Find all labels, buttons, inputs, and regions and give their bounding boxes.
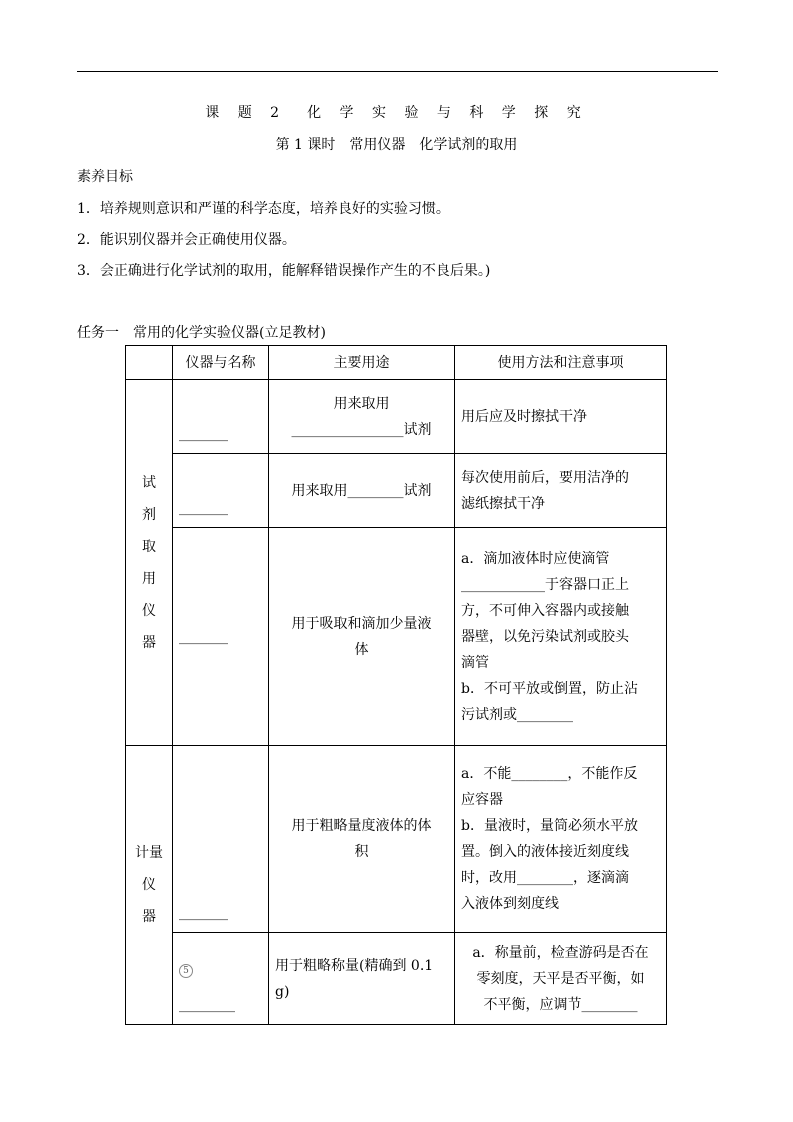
goal-item-3: 3．会正确进行化学试剂的取用，能解释错误操作产生的不良后果。) xyxy=(77,263,491,279)
table-row xyxy=(126,933,667,1025)
instrument-notes: 用后应及时擦拭干净 xyxy=(455,380,667,454)
instrument-name-blank: _______ xyxy=(173,454,269,528)
instrument-usage: 用来取用 ________________试剂 xyxy=(269,380,455,454)
table-row xyxy=(126,528,667,746)
instrument-notes: a．滴加液体时应使滴管 ____________于容器口正上 方，不可伸入容器内或接触 器壁，以免污染试剂或胶头 滴管 b．不可平放或倒置，防止沾 污试剂或________ xyxy=(455,528,667,746)
table-header-row xyxy=(126,346,667,380)
header-rule xyxy=(77,71,718,72)
header-cell-notes: 使用方法和注意事项 xyxy=(455,346,667,380)
instrument-name-blank: _______ xyxy=(173,528,269,746)
lesson-title: 课 题 2 化 学 实 验 与 科 学 探 究 xyxy=(205,105,588,121)
goal-item-1: 1．培养规则意识和严谨的科学态度，培养良好的实验习惯。 xyxy=(77,201,450,217)
task-heading: 任务一 常用的化学实验仪器(立足教材) xyxy=(77,325,326,341)
goal-item-2: 2．能识别仪器并会正确使用仪器。 xyxy=(77,232,296,248)
instrument-name-blank: 5 ________ xyxy=(173,933,269,1025)
header-cell-blank xyxy=(126,346,173,380)
table-row xyxy=(126,746,667,933)
instrument-usage: 用于粗略量度液体的体 积 xyxy=(269,746,455,933)
table-row xyxy=(126,454,667,528)
instrument-usage: 用来取用________试剂 xyxy=(269,454,455,528)
instrument-notes: 每次使用前后，要用洁净的 滤纸擦拭干净 xyxy=(455,454,667,528)
instrument-notes: a．称量前，检查游码是否在 零刻度，天平是否平衡，如 不平衡，应调节________ xyxy=(455,933,667,1025)
instrument-usage: 用于粗略称量(精确到 0.1 g) xyxy=(269,933,455,1025)
category-reagent-instruments: 试 剂 取 用 仪 器 xyxy=(126,380,173,746)
instrument-name-blank: _______ xyxy=(173,380,269,454)
header-cell-usage: 主要用途 xyxy=(269,346,455,380)
table-row xyxy=(126,380,667,454)
instrument-name-blank: _______ xyxy=(173,746,269,933)
instrument-usage: 用于吸取和滴加少量液 体 xyxy=(269,528,455,746)
item-number-marker: 5 xyxy=(179,964,193,978)
goals-heading: 素养目标 xyxy=(77,169,133,185)
instrument-notes: a．不能________，不能作反 应容器 b．量液时，量筒必须水平放 置。倒入的液体接近刻度线 时，改用________，逐滴滴 入液体到刻度线 xyxy=(455,746,667,933)
instrument-table xyxy=(125,345,667,1025)
lesson-subtitle: 第 1 课时 常用仪器 化学试剂的取用 xyxy=(275,137,518,153)
category-measuring-instruments: 计量 仪 器 xyxy=(126,746,173,1025)
header-cell-name: 仪器与名称 xyxy=(173,346,269,380)
